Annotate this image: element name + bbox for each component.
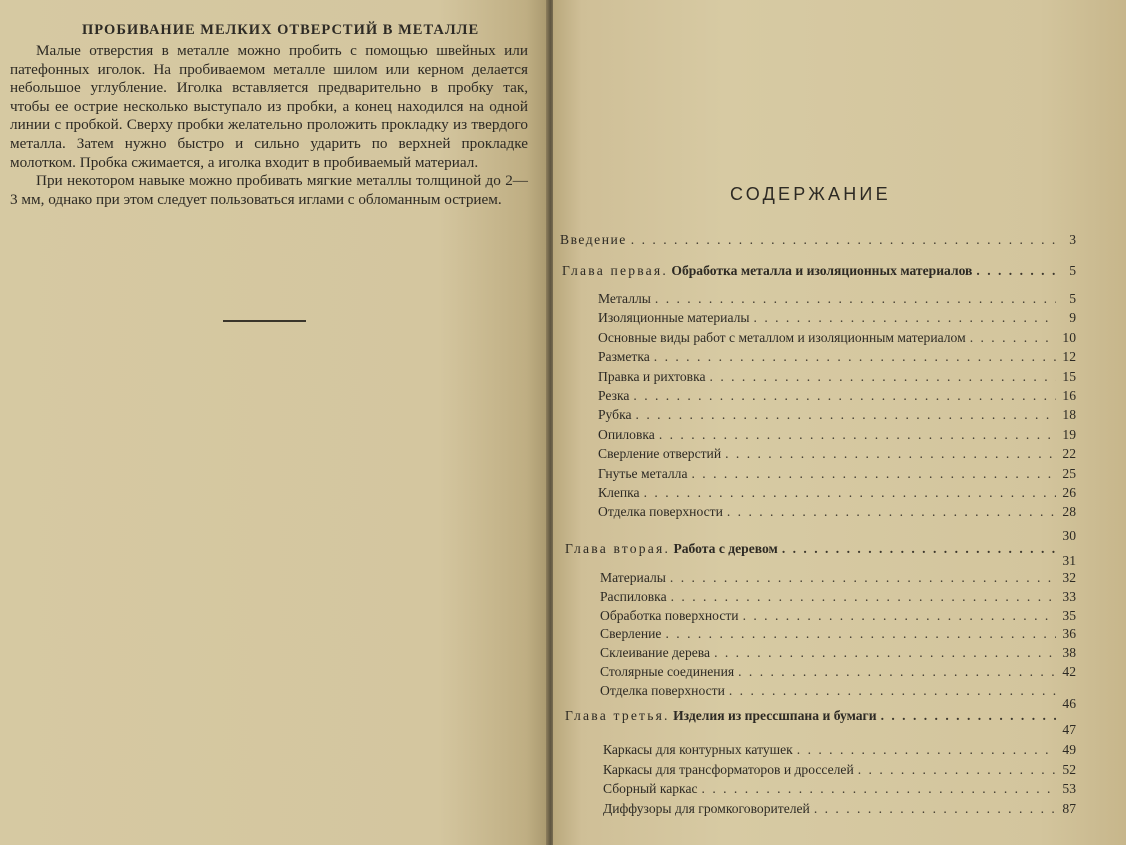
toc-page-number: 10 xyxy=(1062,329,1076,345)
toc-entry xyxy=(603,801,1076,819)
toc-entry xyxy=(598,388,1076,406)
toc-entry-label: Сборный каркас xyxy=(603,781,698,796)
chapter-prefix: Глава третья. xyxy=(565,708,670,723)
toc-entry-label: Отделка поверхности xyxy=(598,504,723,520)
toc-entry xyxy=(598,369,1076,387)
toc-leader-dots xyxy=(725,446,1056,462)
toc-leader-dots xyxy=(654,349,1056,365)
toc-page-number: 22 xyxy=(1062,446,1076,462)
toc-entry-label: Сверление xyxy=(600,626,662,642)
toc-page-number: 16 xyxy=(1062,388,1076,403)
toc-entry-label: Столярные соединения xyxy=(600,664,735,679)
toc-leader-dots xyxy=(858,762,1056,778)
toc-entry xyxy=(600,683,1076,701)
toc-entry xyxy=(600,664,1076,682)
toc-entry xyxy=(598,407,1076,425)
toc-chapter-2 xyxy=(565,541,1076,568)
toc-page-number: 19 xyxy=(1062,426,1076,442)
toc-leader-dots xyxy=(727,504,1056,520)
toc-entry xyxy=(598,427,1076,445)
toc-entry-label: Склеивание дерева xyxy=(600,645,711,661)
toc-entry xyxy=(598,310,1076,328)
toc-entry-label: Распиловка xyxy=(600,588,667,604)
toc-leader-dots xyxy=(881,708,1056,724)
toc-entry-label: Металлы xyxy=(598,291,651,306)
toc-entry-label: Каркасы для трансформаторов и дросселей xyxy=(603,761,854,777)
toc-page-number: 3 xyxy=(1069,232,1076,247)
toc-entry xyxy=(598,504,1076,522)
toc-entry-label: Правка и рихтовка xyxy=(598,368,706,384)
chapter-title: Изделия из прессшпана и бумаги xyxy=(673,708,877,723)
toc-page-number: 36 xyxy=(1062,626,1076,642)
toc-page-number: 5 xyxy=(1069,263,1076,278)
toc-page-number: 25 xyxy=(1062,465,1076,481)
chapter-prefix: Глава вторая. xyxy=(565,541,671,556)
toc-entry xyxy=(600,626,1076,644)
toc-leader-dots xyxy=(636,407,1056,423)
toc-page-number: 31 xyxy=(1062,553,1076,568)
toc-page-number: 15 xyxy=(1062,368,1076,384)
toc-leader-dots xyxy=(633,388,1056,404)
toc-page-number: 87 xyxy=(1062,800,1076,816)
toc-page-number: 32 xyxy=(1062,570,1076,585)
toc-page-number: 47 xyxy=(1062,722,1076,737)
toc-leader-dots xyxy=(659,427,1056,443)
toc-chapter-3 xyxy=(565,708,1076,737)
chapter-prefix: Глава первая. xyxy=(562,263,668,278)
toc-entry-intro xyxy=(560,232,1076,250)
toc-leader-dots xyxy=(782,541,1056,557)
section-end-rule xyxy=(223,320,306,322)
toc-page-number: 46 xyxy=(1062,696,1076,711)
paragraph: При некотором навыке можно пробивать мягкие металлы толщиной до 2—3 мм, однако при этом следует пользоваться иглами с обломанным острием. xyxy=(10,172,528,208)
toc-page-number: 28 xyxy=(1062,504,1076,520)
toc-leader-dots xyxy=(644,485,1056,501)
toc-entry xyxy=(600,645,1076,663)
toc-leader-dots xyxy=(743,608,1056,624)
toc-entry-label: Изоляционные материалы xyxy=(598,310,750,326)
toc-leader-dots xyxy=(670,570,1056,586)
toc-entry xyxy=(598,330,1076,348)
toc-entry xyxy=(598,291,1076,309)
toc-entry-label: Опиловка xyxy=(598,426,655,442)
toc-entry xyxy=(603,762,1076,780)
toc-page-number: 42 xyxy=(1062,664,1076,679)
toc-page-number: 49 xyxy=(1062,742,1076,757)
toc-leader-dots xyxy=(691,466,1056,482)
toc-entry xyxy=(598,349,1076,367)
toc-page-number: 12 xyxy=(1062,349,1076,365)
toc-entry-label: Резка xyxy=(598,388,630,403)
toc-leader-dots xyxy=(671,589,1056,605)
toc-page-number: 52 xyxy=(1062,761,1076,777)
toc-entry-label: Материалы xyxy=(600,570,666,585)
toc-leader-dots xyxy=(714,645,1056,661)
toc-page-number: 35 xyxy=(1062,607,1076,623)
toc-entry xyxy=(600,589,1076,607)
toc-entry-label: Введение xyxy=(560,232,627,247)
toc-leader-dots xyxy=(729,683,1056,699)
toc-entry-label: Каркасы для контурных катушек xyxy=(603,742,793,757)
toc-leader-dots xyxy=(655,291,1056,307)
toc-page-number: 33 xyxy=(1062,588,1076,604)
section-body xyxy=(10,42,528,209)
toc-entry-label: Основные виды работ с металлом и изоляционным материалом xyxy=(598,329,966,345)
toc-entry-label: Клепка xyxy=(598,485,640,500)
toc-entry xyxy=(603,781,1076,799)
toc-leader-dots xyxy=(710,369,1056,385)
chapter-title: Обработка металла и изоляционных материалов xyxy=(671,263,973,278)
toc-leader-dots xyxy=(814,801,1056,817)
toc-page-number: 26 xyxy=(1062,485,1076,500)
toc-chapter-1 xyxy=(562,263,1076,281)
toc-entry-label: Сверление отверстий xyxy=(598,446,722,462)
toc-leader-dots xyxy=(665,626,1056,642)
toc-leader-dots xyxy=(702,781,1056,797)
toc-entry-label: Диффузоры для громкоговорителей xyxy=(603,800,810,816)
toc-leader-dots xyxy=(970,330,1056,346)
toc-entry xyxy=(598,446,1076,464)
toc-entry xyxy=(598,485,1076,503)
left-page xyxy=(0,0,548,845)
toc-page-number: 38 xyxy=(1062,645,1076,661)
section-heading: ПРОБИВАНИЕ МЕЛКИХ ОТВЕРСТИЙ В МЕТАЛЛЕ xyxy=(82,22,480,38)
toc-entry-label: Гнутье металла xyxy=(598,465,688,481)
toc-page-number: 53 xyxy=(1062,781,1076,796)
toc-entry xyxy=(603,742,1076,760)
chapter-title: Работа с деревом xyxy=(673,541,778,556)
toc-page-number: 9 xyxy=(1069,310,1076,326)
toc-entry-label: Рубка xyxy=(598,407,632,423)
toc-leader-dots xyxy=(631,232,1056,248)
toc-entry xyxy=(598,466,1076,484)
toc-page-number: 30 xyxy=(1062,528,1076,543)
toc-page-number: 18 xyxy=(1062,407,1076,423)
toc-title: СОДЕРЖАНИЕ xyxy=(730,184,891,204)
toc-leader-dots xyxy=(797,742,1056,758)
toc-entry-label: Обработка поверхности xyxy=(600,607,739,623)
paragraph: Малые отверстия в металле можно пробить с помощью швейных или патефонных иголок. На пробиваемом металле шилом или керном делается небольшое углубление. Иголка вставляется предварительно в пробку так, чтобы ее острие несколько выступало из пробки, а конец находился на одной линии с пробкой. Сверху пробки желательно проложить прокладку из твердого металла. Затем нужно быстро и сильно ударить по верхней прокладке молотком. Пробка сжимается, а иголка входит в пробиваемый материал. xyxy=(10,42,528,171)
toc-page-number: 5 xyxy=(1069,291,1076,306)
toc-leader-dots xyxy=(754,310,1056,326)
toc-leader-dots xyxy=(738,664,1056,680)
toc-entry-label: Разметка xyxy=(598,349,650,365)
toc-entry-label: Отделка поверхности xyxy=(600,682,725,698)
toc-entry xyxy=(600,570,1076,588)
toc-entry xyxy=(600,608,1076,626)
